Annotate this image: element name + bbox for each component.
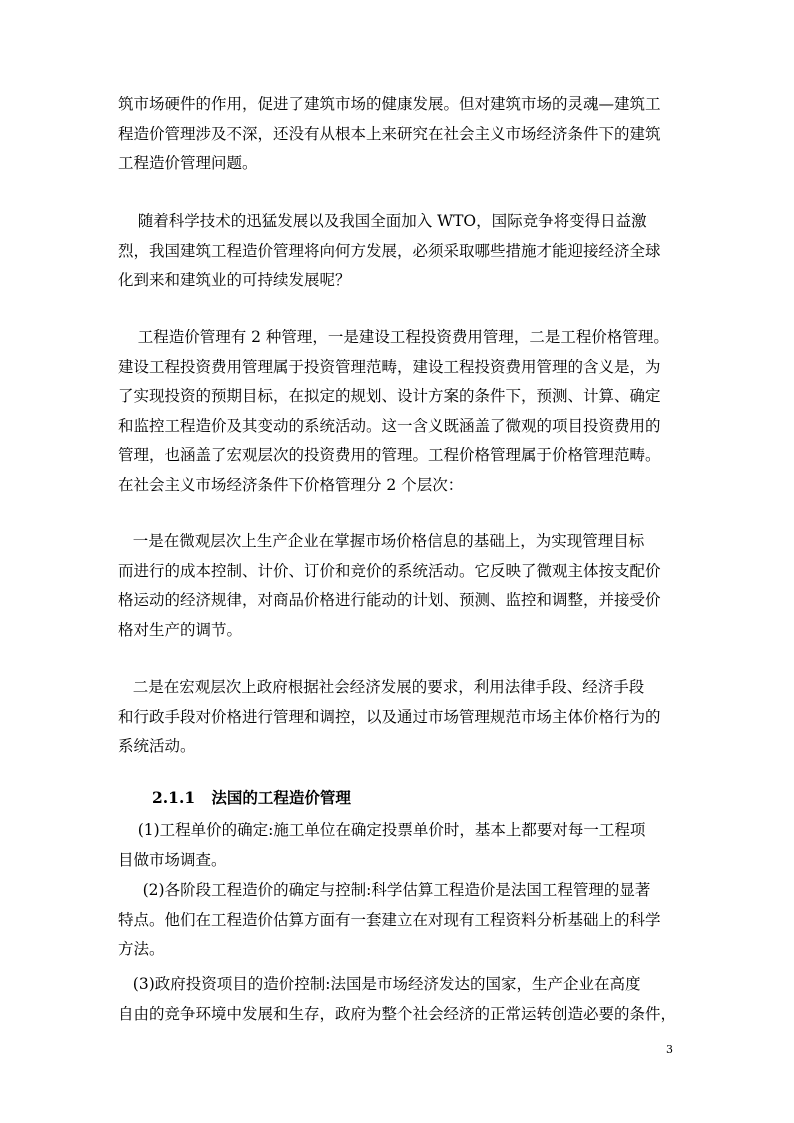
paragraph-line: (2)各阶段工程造价的确定与控制:科学估算工程造价是法国工程管理的显著 — [118, 881, 651, 899]
paragraph-line: 烈，我国建筑工程造价管理将向何方发展，必须采取哪些措施才能迎接经济全球 — [118, 241, 661, 260]
page-number: 3 — [666, 1043, 673, 1056]
paragraph-4 — [118, 527, 680, 645]
list-item-3 — [118, 970, 680, 1029]
paragraph-line: 一是在微观层次上生产企业在掌握市场价格信息的基础上，为实现管理目标 — [118, 532, 645, 550]
paragraph-line: 建设工程投资费用管理属于投资管理范畴，建设工程投资费用管理的含义是，为 — [118, 357, 661, 376]
paragraph-line: 工程造价管理有 2 种管理，一是建设工程投资费用管理，二是工程价格管理。 — [118, 328, 669, 346]
paragraph-line: 和行政手段对价格进行管理和调控，以及通过市场管理规范市场主体价格行为的 — [118, 707, 661, 726]
paragraph-line: 格运动的经济规律，对商品价格进行能动的计划、预测、监控和调整，并接受价 — [118, 591, 661, 609]
paragraph-line: 自由的竞争环境中发展和生存，政府为整个社会经济的正常运转创造必要的条件， — [118, 1004, 677, 1023]
list-item-2 — [118, 876, 680, 965]
section-heading: 2.1.1 法国的工程造价管理 — [152, 788, 351, 807]
paragraph-5 — [118, 673, 680, 762]
paragraph-2 — [118, 207, 680, 296]
list-item-1 — [118, 816, 680, 875]
paragraph-line: 而进行的成本控制、计价、订价和竞价的系统活动。它反映了微观主体按支配价 — [118, 561, 661, 580]
paragraph-line: 随着科学技术的迅猛发展以及我国全面加入 WTO，国际竞争将变得日益激 — [118, 212, 647, 230]
paragraph-1 — [118, 90, 680, 179]
paragraph-line: 化到来和建筑业的可持续发展呢？ — [118, 271, 351, 289]
paragraph-line: (1)工程单价的确定:施工单位在确定投票单价时，基本上都要对每一工程项 — [118, 821, 646, 839]
paragraph-line: 工程造价管理问题。 — [118, 154, 258, 172]
paragraph-line: 系统活动。 — [118, 737, 196, 755]
paragraph-line: 筑市场硬件的作用，促进了建筑市场的健康发展。但对建筑市场的灵魂—建筑工 — [118, 95, 661, 113]
paragraph-line: 在社会主义市场经济条件下价格管理分 2 个层次： — [118, 475, 464, 494]
paragraph-line: 和监控工程造价及其变动的系统活动。这一含义既涵盖了微观的项目投资费用的 — [118, 416, 661, 435]
paragraph-line: 了实现投资的预期目标，在拟定的规划、设计方案的条件下，预测、计算、确定 — [118, 387, 661, 405]
paragraph-line: (3)政府投资项目的造价控制:法国是市场经济发达的国家，生产企业在高度 — [118, 975, 641, 993]
paragraph-line: 程造价管理涉及不深，还没有从根本上来研究在社会主义市场经济条件下的建筑 — [118, 124, 661, 143]
paragraph-3 — [118, 323, 680, 500]
paragraph-line: 管理，也涵盖了宏观层次的投资费用的管理。工程价格管理属于价格管理范畴。 — [118, 446, 661, 464]
paragraph-line: 二是在宏观层次上政府根据社会经济发展的要求，利用法律手段、经济手段 — [118, 678, 645, 696]
paragraph-line: 特点。他们在工程造价估算方面有一套建立在对现有工程资料分析基础上的科学 — [118, 910, 661, 929]
paragraph-line: 方法。 — [118, 940, 165, 958]
paragraph-line: 格对生产的调节。 — [118, 620, 243, 639]
paragraph-line: 目做市场调查。 — [118, 850, 227, 869]
